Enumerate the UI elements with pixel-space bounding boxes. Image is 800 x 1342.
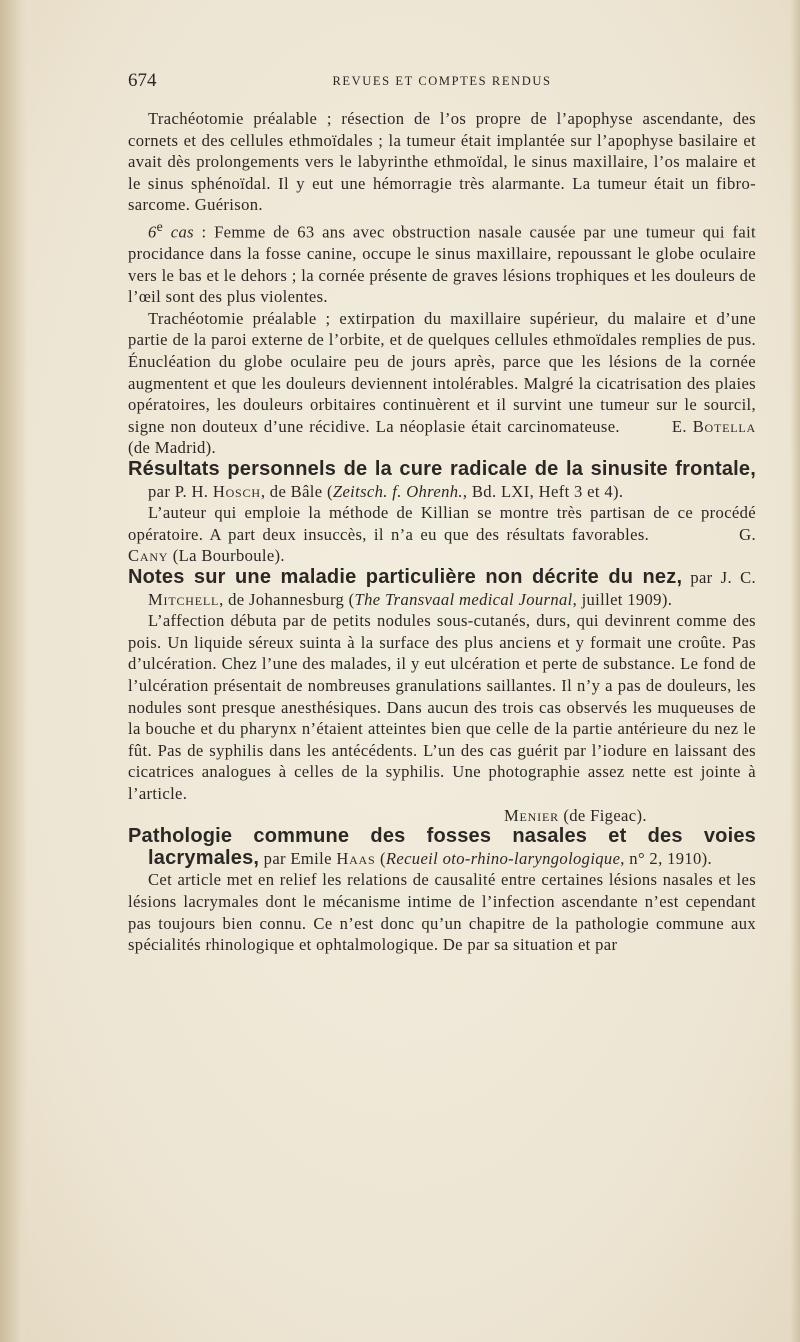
signature-place: (de Madrid). (128, 438, 217, 458)
page-header (128, 70, 756, 94)
review-place: , de Bâle ( (260, 481, 333, 501)
review-title: Notes sur une maladie particulière non décrite du nez, (128, 566, 683, 588)
signature-name: Botella (692, 416, 757, 436)
review-reference: , juillet 1909). (572, 589, 673, 609)
signature-name: Cany (128, 546, 169, 566)
review-text-body: L’auteur qui emploie la méthode de Killian se montre très partisan de ce procédé opératoire. A part deux insuccès, il n’a eu que des résultats favorables. (128, 503, 756, 544)
signature-place: (La Bourboule). (172, 546, 285, 566)
case-number: 6 (148, 222, 157, 242)
case-label: cas (170, 222, 194, 242)
review-reference: , Bd. LXI, Heft 3 et 4). (462, 481, 624, 501)
review-author: Hosch (212, 481, 261, 501)
review-signature (128, 805, 756, 827)
body-text (128, 108, 756, 956)
review-entry-haas (128, 826, 756, 869)
paragraph-case-6 (128, 216, 756, 308)
review-reference: , n° 2, 1910). (620, 848, 713, 868)
review-text (128, 502, 756, 567)
review-author: Haas (336, 848, 376, 868)
signature-initial: E. (671, 416, 687, 436)
case-number-suffix: e (156, 218, 164, 234)
review-journal: Recueil oto-rhino-laryngologique (385, 848, 621, 868)
review-by: par J. C. (682, 568, 756, 587)
paragraph-tracheotomy-2 (128, 308, 756, 459)
review-place: , de Johannesburg ( (219, 589, 355, 609)
paragraph-tracheotomy-1: Trachéotomie préalable ; résection de l’os propre de l’apophyse ascendante, des cornets et des cellules ethmoïdales ; la tumeur était implantée sur l’apophyse basilaire et avait dès prolongements vers le labyrinthe ethmoïdal, le sinus maxillaire, l’os malaire et le sinus sphénoïdal. Il y eut une hémorragie très alarmante. La tumeur était un fibro-sarcome. Guérison. (128, 109, 756, 215)
signature-place: (de Figeac). (563, 805, 647, 825)
review-by: par Emile (259, 848, 337, 868)
review-author: Mitchell (148, 589, 220, 609)
review-text: Cet article met en relief les relations de causalité entre certaines lésions nasales et les lésions lacrymales dont le mécanisme intime de l’infection ascendante n’est cependant pas toujours bien connu. Ce n’est donc qu’un chapitre de la pathologie commune aux spécialités rhinologique et ophtalmologique. De par sa situation et par (128, 870, 756, 955)
review-entry-mitchell (128, 567, 756, 610)
case-6-text: : Femme de 63 ans avec obstruction nasale causée par une tumeur qui fait procidance dans la fosse canine, occupe le sinus maxillaire, repoussant le globe oculaire vers le bas et le dehors ; la cornée présente de graves lésions trophiques et les douleurs de l’œil sont des plus violentes. (128, 222, 756, 307)
review-journal: The Transvaal medical Journal (354, 589, 573, 609)
tracheotomy-2-text: Trachéotomie préalable ; extirpation du maxillaire supérieur, du malaire et d’une partie de la paroi externe de l’orbite, et de quelques cellules ethmoïdales remplies de pus. Énucléation du globe oculaire peu de jours après, parce que les lésions de la cornée augmentent et que les douleurs deviennent intolérables. Malgré la cicatrisation des plaies opératoires, les douleurs orbitaires continuèrent et il survint une tumeur sur le sourcil, signe non douteux d’une récidive. La néoplasie était carcinomateuse. (128, 308, 756, 436)
signature-name: Menier (504, 805, 559, 825)
running-head: REVUES ET COMPTES RENDUS (332, 74, 552, 88)
review-text: L’affection débuta par de petits nodules sous-cutanés, durs, qui devinrent comme des pois. Un liquide séreux suinta à la surface des plus anciens et y formait une croûte. Pas d’ulcération. Chez l’une des malades, il y eut ulcération et perte de substance. Le fond de l’ulcération présentait de nombreuses granulations saillantes. Il n’y a pas de douleurs, les nodules sont presque anesthésiques. Dans aucun des trois cas observés les muqueuses de la bouche et du pharynx n’étaient atteintes bien que celle de la partie antérieure du nez le fût. Pas de syphilis dans les antécédents. L’un des cas guérit par l’iodure en laissant des cicatrices analogues à celles de la syphilis. Une photographie assez nette est jointe à l’article. (128, 611, 756, 803)
page-left-edge-shadow (0, 0, 28, 1342)
review-journal: Zeitsch. f. Ohrenh. (332, 481, 463, 501)
page-right-edge-shadow (790, 0, 800, 1342)
review-title: Résultats personnels de la cure radicale de la sinusite frontale, (128, 458, 756, 481)
signature-initial: G. (739, 524, 756, 544)
review-title: Pathologie commune des fosses nasales et des voies lacrymales, (128, 825, 756, 869)
review-place: ( (375, 848, 386, 868)
review-entry-hosch (128, 459, 756, 502)
page-number: 674 (128, 70, 157, 91)
review-by: par P. H. (148, 481, 213, 501)
